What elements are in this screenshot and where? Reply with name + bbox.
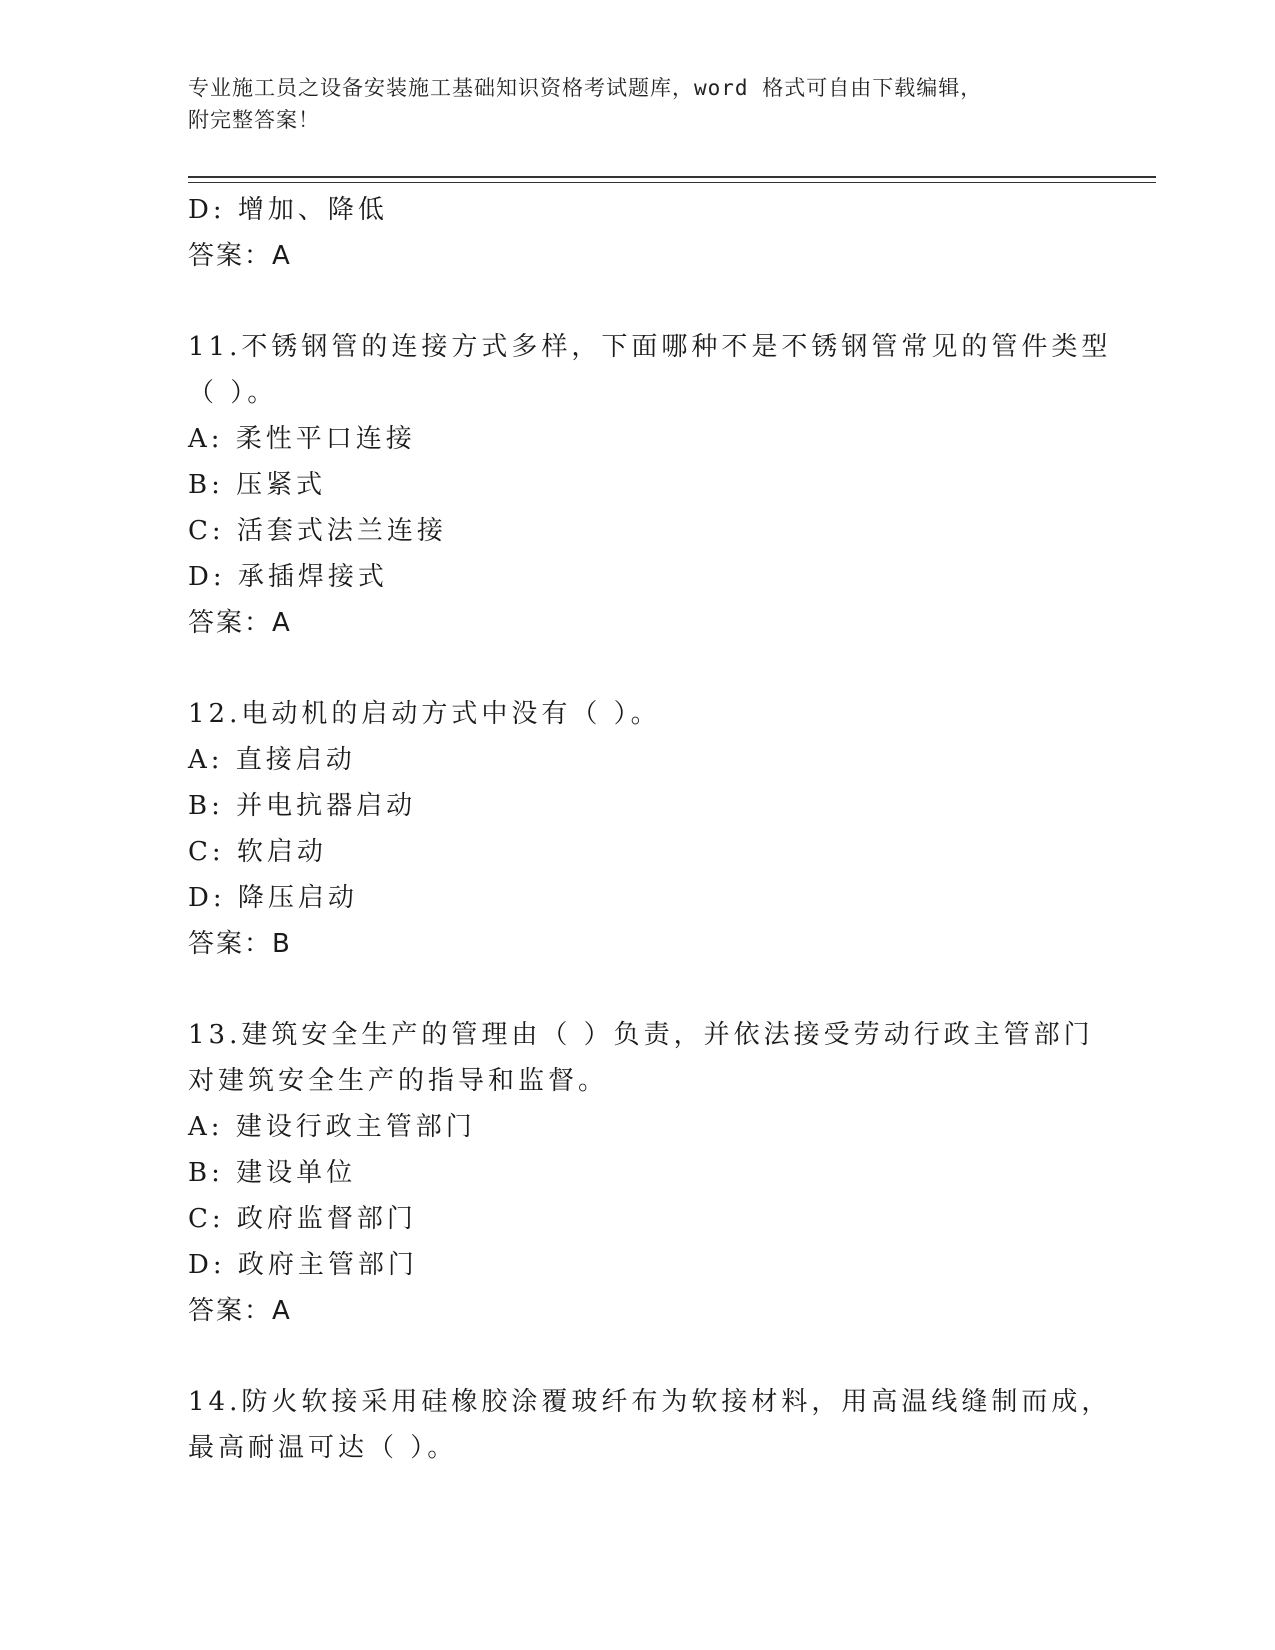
answer-line: 答案：A [188, 241, 292, 271]
question-stem: 11.不锈钢管的连接方式多样，下面哪种不是不锈钢管常见的管件类型 [188, 332, 1112, 362]
option-a: A: 直接启动 [188, 745, 356, 775]
option-d: D: 降压启动 [188, 883, 358, 913]
option-d: D: 政府主管部门 [188, 1250, 418, 1280]
option-b: B: 压紧式 [188, 470, 327, 500]
header-divider-thick [188, 176, 1156, 178]
question-stem: 13.建筑安全生产的管理由（ ）负责，并依法接受劳动行政主管部门 [188, 1020, 1094, 1050]
question-stem: 14.防火软接采用硅橡胶涂覆玻纤布为软接材料，用高温线缝制而成， [188, 1387, 1112, 1417]
answer-line: 答案：B [188, 929, 292, 959]
question-12 [188, 691, 1088, 967]
option-a: A: 建设行政主管部门 [188, 1112, 476, 1142]
option-b: B: 建设单位 [188, 1158, 357, 1188]
option-b: B: 并电抗器启动 [188, 791, 417, 821]
question-list [188, 187, 1112, 1471]
question-13 [188, 1012, 1094, 1334]
previous-question-tail [188, 187, 1088, 279]
answer-line: 答案：A [188, 608, 292, 638]
option-c: C: 活套式法兰连接 [188, 516, 447, 546]
option-d: D: 承插焊接式 [188, 562, 388, 592]
question-stem: 最高耐温可达（ ）。 [188, 1433, 458, 1463]
document-header [188, 72, 1088, 136]
question-stem: 对建筑安全生产的指导和监督。 [188, 1066, 609, 1096]
question-stem: 12.电动机的启动方式中没有（ ）。 [188, 699, 661, 729]
option-c: C: 政府监督部门 [188, 1204, 417, 1234]
option-a: A: 柔性平口连接 [188, 424, 416, 454]
header-divider-thin [188, 182, 1156, 183]
answer-line: 答案：A [188, 1296, 292, 1326]
header-line-1: 专业施工员之设备安装施工基础知识资格考试题库，word 格式可自由下载编辑， [188, 76, 983, 100]
header-line-2: 附完整答案！ [188, 108, 320, 132]
question-11 [188, 324, 1112, 646]
option-c: C: 软启动 [188, 837, 327, 867]
question-14 [188, 1379, 1112, 1471]
question-stem: （ ）。 [188, 378, 278, 408]
option-d: D: 增加、降低 [188, 195, 388, 225]
